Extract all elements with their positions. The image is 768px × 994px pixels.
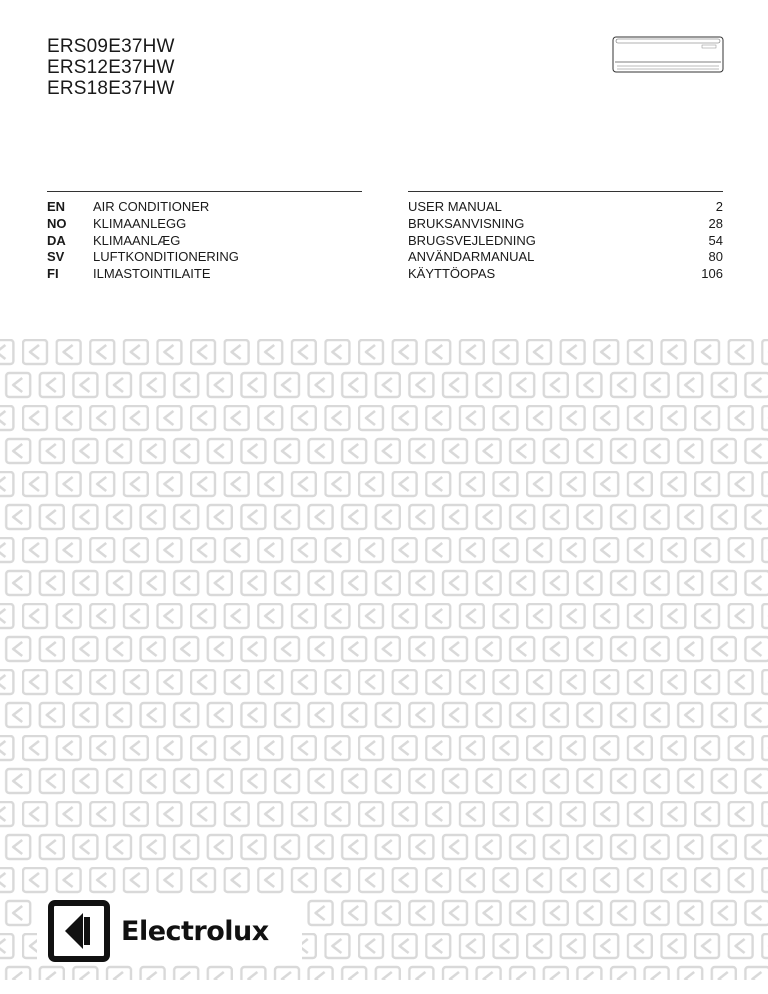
divider-right (408, 191, 723, 192)
page-number: 54 (708, 232, 723, 248)
product-name: ILMASTOINTILAITE (93, 266, 211, 282)
page-number: 80 (708, 249, 723, 265)
language-row (47, 199, 723, 216)
manual-title: USER MANUAL (408, 199, 502, 214)
language-index (47, 199, 723, 283)
manual-title: BRUKSANVISNING (408, 215, 525, 231)
model-number: ERS18E37HW (47, 78, 175, 99)
manual-title: ANVÄNDARMANUAL (408, 249, 535, 265)
air-conditioner-unit-illustration (612, 36, 724, 74)
manual-title: BRUGSVEJLEDNING (408, 232, 536, 248)
page-number: 2 (715, 199, 723, 214)
language-row (47, 233, 723, 250)
product-name: KLIMAANLEGG (93, 215, 187, 231)
language-code: NO (47, 215, 67, 231)
manual-title: KÄYTTÖOPAS (408, 266, 496, 282)
language-row (47, 249, 723, 266)
model-number: ERS12E37HW (47, 57, 175, 78)
page-number: 28 (708, 215, 723, 231)
language-code: SV (47, 249, 65, 265)
electrolux-logo-icon (47, 899, 111, 963)
product-name: AIR CONDITIONER (93, 199, 210, 214)
brand-name: Electrolux (121, 915, 269, 947)
product-name: KLIMAANLÆG (93, 232, 181, 248)
product-name: LUFTKONDITIONERING (93, 249, 239, 265)
brand-logo (37, 899, 302, 963)
page-number: 106 (701, 266, 723, 282)
language-code: DA (47, 232, 66, 248)
language-row (47, 266, 723, 283)
model-list (47, 36, 175, 99)
language-row (47, 216, 723, 233)
language-code: EN (47, 199, 66, 214)
model-number: ERS09E37HW (47, 36, 175, 57)
language-code: FI (47, 266, 59, 282)
logo-pattern-background (0, 339, 768, 980)
divider-left (47, 191, 362, 192)
